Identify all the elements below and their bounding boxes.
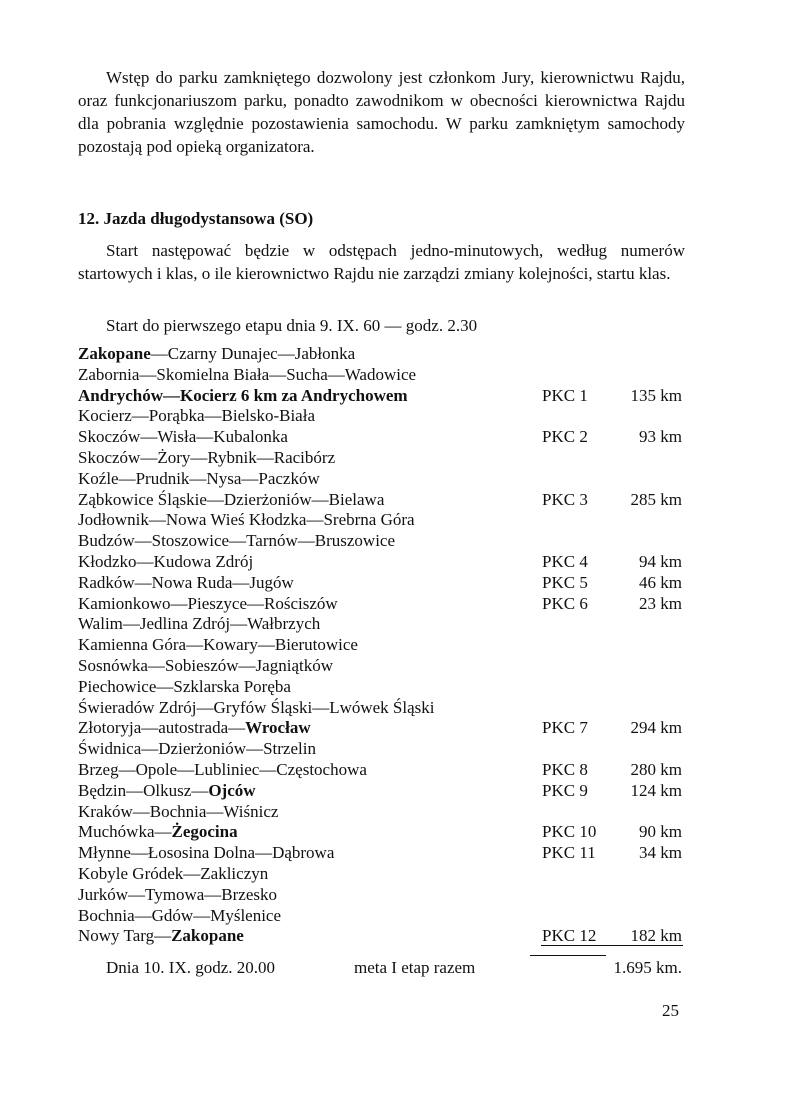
place-text: Skoczów—Wisła—	[78, 427, 214, 447]
summary-total: 1.695 km.	[613, 958, 682, 977]
place-text: Ząbkowice Śląskie—Dzierżoniów—Bielawa	[78, 489, 385, 509]
checkpoint-label: PKC 3	[542, 489, 588, 509]
route-row	[78, 406, 685, 427]
route-row	[78, 885, 685, 906]
route-row	[78, 843, 685, 864]
place-text: Budzów—Stoszowice—Tarnów—Bruszowice	[78, 531, 396, 551]
section-paragraph: Start następować będzie w odstępach jedno-minutowych, według numerów startowych i klas, o ile kierownictwo Rajdu nie zarządzi zmiany kolejności, startu klas.	[78, 241, 685, 283]
place-text: Jodłownik—Nowa Wieś Kłodzka—Srebrna Góra	[78, 510, 415, 530]
checkpoint-label: PKC 11	[542, 843, 596, 863]
route-row	[78, 448, 685, 469]
route-places	[78, 864, 268, 883]
place-text: Sosnówka—Sobieszów—Jagniątków	[78, 655, 333, 675]
place-bold: Zakopane	[171, 926, 244, 946]
route-places	[78, 614, 320, 633]
place-text: Młynne—Łososina Dolna—Dąbrowa	[78, 843, 335, 863]
place-text: Radków—Nowa Ruda—Jugów	[78, 572, 294, 592]
route-row	[78, 344, 685, 365]
distance-value: 90 km	[639, 822, 682, 842]
route-places	[78, 531, 395, 550]
route-places	[78, 656, 333, 675]
route-row	[78, 469, 685, 490]
checkpoint-label: PKC 1	[542, 385, 588, 405]
route-row	[78, 552, 685, 573]
route-row	[78, 510, 685, 531]
distance-value: 280 km	[630, 759, 682, 779]
route-row	[78, 760, 685, 781]
checkpoint-label: PKC 6	[542, 593, 588, 613]
place-text: Świdnica—Dzierżoniów—Strzelin	[78, 739, 316, 759]
route-places	[78, 822, 238, 841]
route-row	[78, 781, 685, 802]
place-text: Złotoryja—autostrada—	[78, 718, 246, 738]
place-text: —Czarny Dunajec—Jabłonka	[150, 344, 356, 363]
route-row	[78, 677, 685, 698]
route-row	[78, 635, 685, 656]
place-text: Kubalonka	[213, 427, 288, 447]
place-bold: Zakopane	[78, 344, 151, 363]
section-heading: 12. Jazda długodystansowa (SO)	[78, 209, 314, 228]
checkpoint-label: PKC 7	[542, 718, 588, 738]
route-row	[78, 365, 685, 386]
route-places	[78, 718, 311, 737]
route-row	[78, 594, 685, 615]
route-places	[78, 427, 288, 446]
place-text: Muchówka—	[78, 822, 172, 842]
distance-value: 285 km	[630, 489, 682, 509]
place-text: Kobyle Gródek—Zakliczyn	[78, 863, 269, 883]
place-bold: Żegocina	[171, 822, 238, 842]
place-text: Kraków—Bochnia—Wiśnicz	[78, 801, 279, 821]
checkpoint-label: PKC 10	[542, 822, 597, 842]
route-places	[78, 843, 334, 862]
route-places	[78, 469, 320, 488]
page-number: 25	[662, 1001, 679, 1020]
place-text: Świeradów Zdrój—Gryfów Śląski—Lwówek Śląski	[78, 697, 435, 717]
route-places	[78, 781, 256, 800]
route-list	[78, 344, 685, 947]
place-text: Nowy Targ—	[78, 926, 172, 946]
distance-value: 34 km	[639, 843, 682, 863]
place-text: Jurków—Tymowa—Brzesko	[78, 884, 278, 904]
checkpoint-label: PKC 9	[542, 780, 588, 800]
place-text: Skoczów—Żory—Rybnik—Racibórz	[78, 447, 336, 467]
place-bold: Ojców	[208, 780, 256, 800]
route-places	[78, 594, 338, 613]
place-text: Kłodzko—Kudowa Zdrój	[78, 551, 254, 571]
last-row-underline	[541, 945, 683, 946]
route-row	[78, 573, 685, 594]
route-places	[78, 906, 281, 925]
checkpoint-label: PKC 5	[542, 572, 588, 592]
route-places	[78, 635, 358, 654]
route-row	[78, 698, 685, 719]
route-places	[78, 552, 253, 571]
checkpoint-label: PKC 12	[542, 926, 597, 946]
route-row	[78, 718, 685, 739]
place-text: Zabornia—Skomielna Biała—Sucha—Wadowice	[78, 364, 417, 384]
place-text: Bochnia—Gdów—Myślenice	[78, 905, 282, 925]
route-row	[78, 802, 685, 823]
place-text: Koźle—Prudnik—Nysa—Paczków	[78, 468, 320, 488]
route-places	[78, 490, 384, 509]
route-places	[78, 802, 278, 821]
route-row	[78, 926, 685, 947]
route-places	[78, 365, 416, 384]
route-row	[78, 906, 685, 927]
place-text: Kamionkowo—Pieszyce—Rościszów	[78, 593, 338, 613]
summary-label: meta I etap razem	[354, 958, 476, 977]
summary-date: Dnia 10. IX. godz. 20.00	[106, 958, 276, 977]
checkpoint-label: PKC 2	[542, 427, 588, 447]
intro-paragraph: Wstęp do parku zamkniętego dozwolony jest członkom Jury, kierownictwu Rajdu, oraz funkcjonariuszom parku, ponadto zawodnikom w obecności kierownictwa Rajdu dla pobrania względnie pozostawienia samochodu. W parku zamkniętym samochody pozostają pod opieką organizatora.	[78, 68, 685, 156]
route-places	[78, 510, 415, 529]
route-places	[78, 448, 335, 467]
route-places	[78, 926, 244, 945]
route-places	[78, 386, 408, 405]
route-places	[78, 698, 435, 717]
distance-value: 93 km	[639, 427, 682, 447]
route-places	[78, 677, 291, 696]
place-text: Kocierz—Porąbka—Bielsko-Biała	[78, 406, 315, 426]
total-rule	[530, 955, 606, 956]
distance-value: 294 km	[630, 718, 682, 738]
route-row	[78, 739, 685, 760]
place-text: Piechowice—Szklarska Poręba	[78, 676, 291, 696]
route-places	[78, 406, 315, 425]
route-row	[78, 614, 685, 635]
route-row	[78, 427, 685, 448]
route-row	[78, 864, 685, 885]
start-line: Start do pierwszego etapu dnia 9. IX. 60 — godz. 2.30	[106, 316, 478, 335]
distance-value: 46 km	[639, 572, 682, 592]
route-places	[78, 760, 367, 779]
checkpoint-label: PKC 4	[542, 551, 588, 571]
distance-value: 94 km	[639, 551, 682, 571]
distance-value: 124 km	[630, 780, 682, 800]
route-row	[78, 386, 685, 407]
place-bold: Wrocław	[245, 718, 311, 738]
route-places	[78, 573, 294, 592]
route-places	[78, 885, 277, 904]
summary-line	[78, 957, 685, 979]
distance-value: 182 km	[630, 926, 682, 946]
place-text: Będzin—Olkusz—	[78, 780, 209, 800]
route-places	[78, 344, 355, 363]
checkpoint-label: PKC 8	[542, 759, 588, 779]
route-row	[78, 656, 685, 677]
place-bold: Andrychów—Kocierz 6 km za Andrychowem	[78, 385, 408, 405]
distance-value: 135 km	[630, 385, 682, 405]
route-row	[78, 822, 685, 843]
route-row	[78, 490, 685, 511]
place-text: Kamienna Góra—Kowary—Bierutowice	[78, 635, 358, 655]
distance-value: 23 km	[639, 593, 682, 613]
route-row	[78, 531, 685, 552]
place-text: Walim—Jedlina Zdrój—Wałbrzych	[78, 614, 321, 634]
route-places	[78, 739, 316, 758]
place-text: Brzeg—Opole—Lubliniec—Częstochowa	[78, 759, 367, 779]
